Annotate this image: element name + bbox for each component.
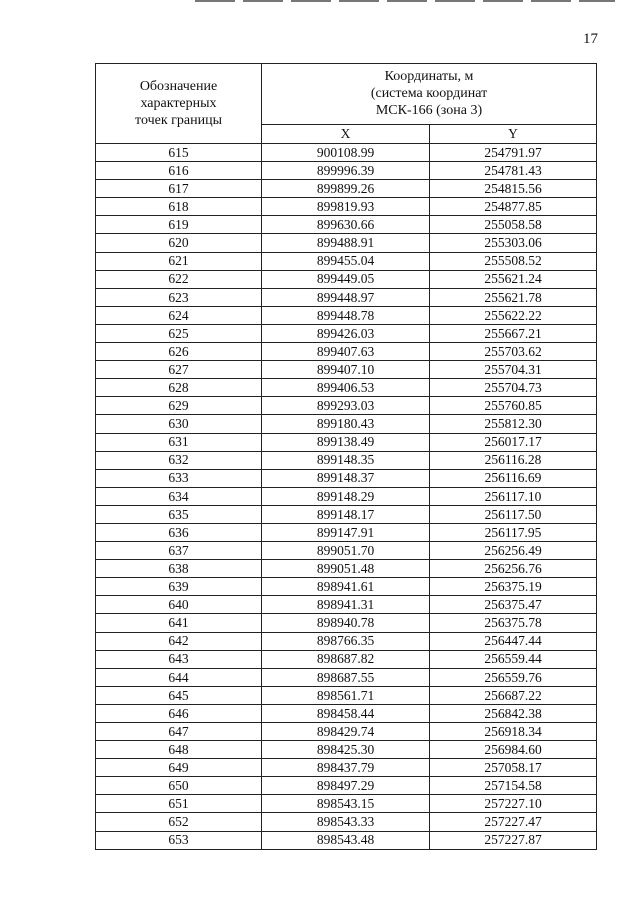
point-cell: 648: [96, 741, 262, 759]
y-cell: 255812.30: [430, 415, 597, 433]
point-cell: 629: [96, 397, 262, 415]
y-cell: 256117.10: [430, 487, 597, 505]
x-cell: 898941.61: [262, 578, 430, 596]
y-cell: 257058.17: [430, 759, 597, 777]
point-cell: 644: [96, 668, 262, 686]
table-row: [96, 144, 597, 162]
y-cell: 256375.47: [430, 596, 597, 614]
x-cell: 899051.48: [262, 560, 430, 578]
table-row: [96, 180, 597, 198]
point-cell: 647: [96, 723, 262, 741]
table-row: [96, 270, 597, 288]
point-cell: 652: [96, 813, 262, 831]
x-cell: 898940.78: [262, 614, 430, 632]
coordinates-header: [262, 64, 597, 125]
point-cell: 620: [96, 234, 262, 252]
top-rule: [195, 0, 615, 2]
y-cell: 255622.22: [430, 306, 597, 324]
x-cell: 899407.63: [262, 343, 430, 361]
point-cell: 616: [96, 162, 262, 180]
y-cell: 255704.31: [430, 361, 597, 379]
coordinates-header-line: МСК-166 (зона 3): [375, 103, 483, 119]
y-cell: 256375.19: [430, 578, 597, 596]
y-cell: 255703.62: [430, 343, 597, 361]
table-row: [96, 560, 597, 578]
x-cell: 899406.53: [262, 379, 430, 397]
x-cell: 899051.70: [262, 542, 430, 560]
point-cell: 649: [96, 759, 262, 777]
point-cell: 615: [96, 144, 262, 162]
x-cell: 899148.35: [262, 451, 430, 469]
x-cell: 899448.97: [262, 288, 430, 306]
point-cell: 636: [96, 523, 262, 541]
y-cell: 256842.38: [430, 704, 597, 722]
table-row: [96, 324, 597, 342]
table-row: [96, 777, 597, 795]
y-cell: 257227.87: [430, 831, 597, 849]
y-cell: 256984.60: [430, 741, 597, 759]
table-row: [96, 216, 597, 234]
y-cell: 255621.78: [430, 288, 597, 306]
points-header: [96, 64, 262, 144]
point-cell: 645: [96, 686, 262, 704]
y-cell: 256256.49: [430, 542, 597, 560]
table-row: [96, 361, 597, 379]
table-row: [96, 379, 597, 397]
table-row: [96, 668, 597, 686]
x-cell: 898425.30: [262, 741, 430, 759]
table-row: [96, 813, 597, 831]
point-cell: 632: [96, 451, 262, 469]
x-cell: 899455.04: [262, 252, 430, 270]
table-row: [96, 723, 597, 741]
x-cell: 899996.39: [262, 162, 430, 180]
point-cell: 638: [96, 560, 262, 578]
x-column-header: X: [262, 124, 430, 143]
point-cell: 643: [96, 650, 262, 668]
x-cell: 899407.10: [262, 361, 430, 379]
x-cell: 899488.91: [262, 234, 430, 252]
point-cell: 633: [96, 469, 262, 487]
y-cell: 254781.43: [430, 162, 597, 180]
y-cell: 257227.47: [430, 813, 597, 831]
point-cell: 651: [96, 795, 262, 813]
y-cell: 255704.73: [430, 379, 597, 397]
table-row: [96, 614, 597, 632]
y-cell: 255508.52: [430, 252, 597, 270]
x-cell: 899426.03: [262, 324, 430, 342]
x-cell: 899630.66: [262, 216, 430, 234]
point-cell: 625: [96, 324, 262, 342]
x-cell: 899819.93: [262, 198, 430, 216]
y-cell: 256559.44: [430, 650, 597, 668]
table-row: [96, 505, 597, 523]
points-header-line: точек границы: [135, 113, 222, 128]
y-cell: 256116.28: [430, 451, 597, 469]
table-row: [96, 759, 597, 777]
table-row: [96, 795, 597, 813]
table-row: [96, 162, 597, 180]
y-cell: 254815.56: [430, 180, 597, 198]
point-cell: 622: [96, 270, 262, 288]
point-cell: 623: [96, 288, 262, 306]
point-cell: 624: [96, 306, 262, 324]
table-row: [96, 523, 597, 541]
x-cell: 899293.03: [262, 397, 430, 415]
x-cell: 898458.44: [262, 704, 430, 722]
point-cell: 617: [96, 180, 262, 198]
point-cell: 634: [96, 487, 262, 505]
y-cell: 255621.24: [430, 270, 597, 288]
point-cell: 628: [96, 379, 262, 397]
x-cell: 898766.35: [262, 632, 430, 650]
y-cell: 256117.95: [430, 523, 597, 541]
coordinates-header-line: (система координат: [370, 86, 488, 102]
table-row: [96, 831, 597, 849]
y-cell: 256256.76: [430, 560, 597, 578]
table-row: [96, 542, 597, 560]
table-row: [96, 415, 597, 433]
x-cell: 898561.71: [262, 686, 430, 704]
y-cell: 257227.10: [430, 795, 597, 813]
x-cell: 899147.91: [262, 523, 430, 541]
x-cell: 899899.26: [262, 180, 430, 198]
table-row: [96, 433, 597, 451]
table-body: [96, 144, 597, 850]
x-cell: 899148.29: [262, 487, 430, 505]
point-cell: 639: [96, 578, 262, 596]
y-cell: 256447.44: [430, 632, 597, 650]
x-cell: 899138.49: [262, 433, 430, 451]
table-row: [96, 252, 597, 270]
point-cell: 646: [96, 704, 262, 722]
y-cell: 255667.21: [430, 324, 597, 342]
table-row: [96, 686, 597, 704]
table-row: [96, 469, 597, 487]
y-cell: 256687.22: [430, 686, 597, 704]
table-row: [96, 741, 597, 759]
x-cell: 898687.55: [262, 668, 430, 686]
point-cell: 650: [96, 777, 262, 795]
point-cell: 630: [96, 415, 262, 433]
point-cell: 631: [96, 433, 262, 451]
coordinates-header-line: Координаты, м: [384, 69, 474, 85]
y-cell: 256918.34: [430, 723, 597, 741]
table-row: [96, 487, 597, 505]
y-cell: 256559.76: [430, 668, 597, 686]
point-cell: 619: [96, 216, 262, 234]
point-cell: 642: [96, 632, 262, 650]
y-cell: 256375.78: [430, 614, 597, 632]
point-cell: 627: [96, 361, 262, 379]
table-row: [96, 198, 597, 216]
point-cell: 635: [96, 505, 262, 523]
y-cell: 255058.58: [430, 216, 597, 234]
x-cell: 898941.31: [262, 596, 430, 614]
y-cell: 254791.97: [430, 144, 597, 162]
x-cell: 898687.82: [262, 650, 430, 668]
x-cell: 898543.48: [262, 831, 430, 849]
table-row: [96, 397, 597, 415]
points-header-line: Обозначение: [139, 79, 218, 94]
table-row: [96, 578, 597, 596]
y-cell: 256017.17: [430, 433, 597, 451]
point-cell: 653: [96, 831, 262, 849]
x-cell: 898437.79: [262, 759, 430, 777]
y-cell: 254877.85: [430, 198, 597, 216]
table-row: [96, 306, 597, 324]
y-cell: 256116.69: [430, 469, 597, 487]
table-row: [96, 343, 597, 361]
point-cell: 621: [96, 252, 262, 270]
y-cell: 256117.50: [430, 505, 597, 523]
x-cell: 900108.99: [262, 144, 430, 162]
point-cell: 640: [96, 596, 262, 614]
point-cell: 618: [96, 198, 262, 216]
x-cell: 898497.29: [262, 777, 430, 795]
x-cell: 898429.74: [262, 723, 430, 741]
table-row: [96, 650, 597, 668]
x-cell: 899148.17: [262, 505, 430, 523]
table-row: [96, 632, 597, 650]
x-cell: 899148.37: [262, 469, 430, 487]
point-cell: 626: [96, 343, 262, 361]
y-column-header: Y: [430, 124, 597, 143]
point-cell: 641: [96, 614, 262, 632]
y-cell: 257154.58: [430, 777, 597, 795]
table-row: [96, 451, 597, 469]
x-cell: 898543.33: [262, 813, 430, 831]
y-cell: 255760.85: [430, 397, 597, 415]
x-cell: 899180.43: [262, 415, 430, 433]
coordinates-table: [95, 63, 597, 850]
x-cell: 898543.15: [262, 795, 430, 813]
table-row: [96, 234, 597, 252]
table-row: [96, 596, 597, 614]
x-cell: 899448.78: [262, 306, 430, 324]
table-row: [96, 288, 597, 306]
table-row: [96, 704, 597, 722]
point-cell: 637: [96, 542, 262, 560]
points-header-line: характерных: [140, 96, 217, 111]
y-cell: 255303.06: [430, 234, 597, 252]
page-number: 17: [583, 31, 598, 47]
x-cell: 899449.05: [262, 270, 430, 288]
